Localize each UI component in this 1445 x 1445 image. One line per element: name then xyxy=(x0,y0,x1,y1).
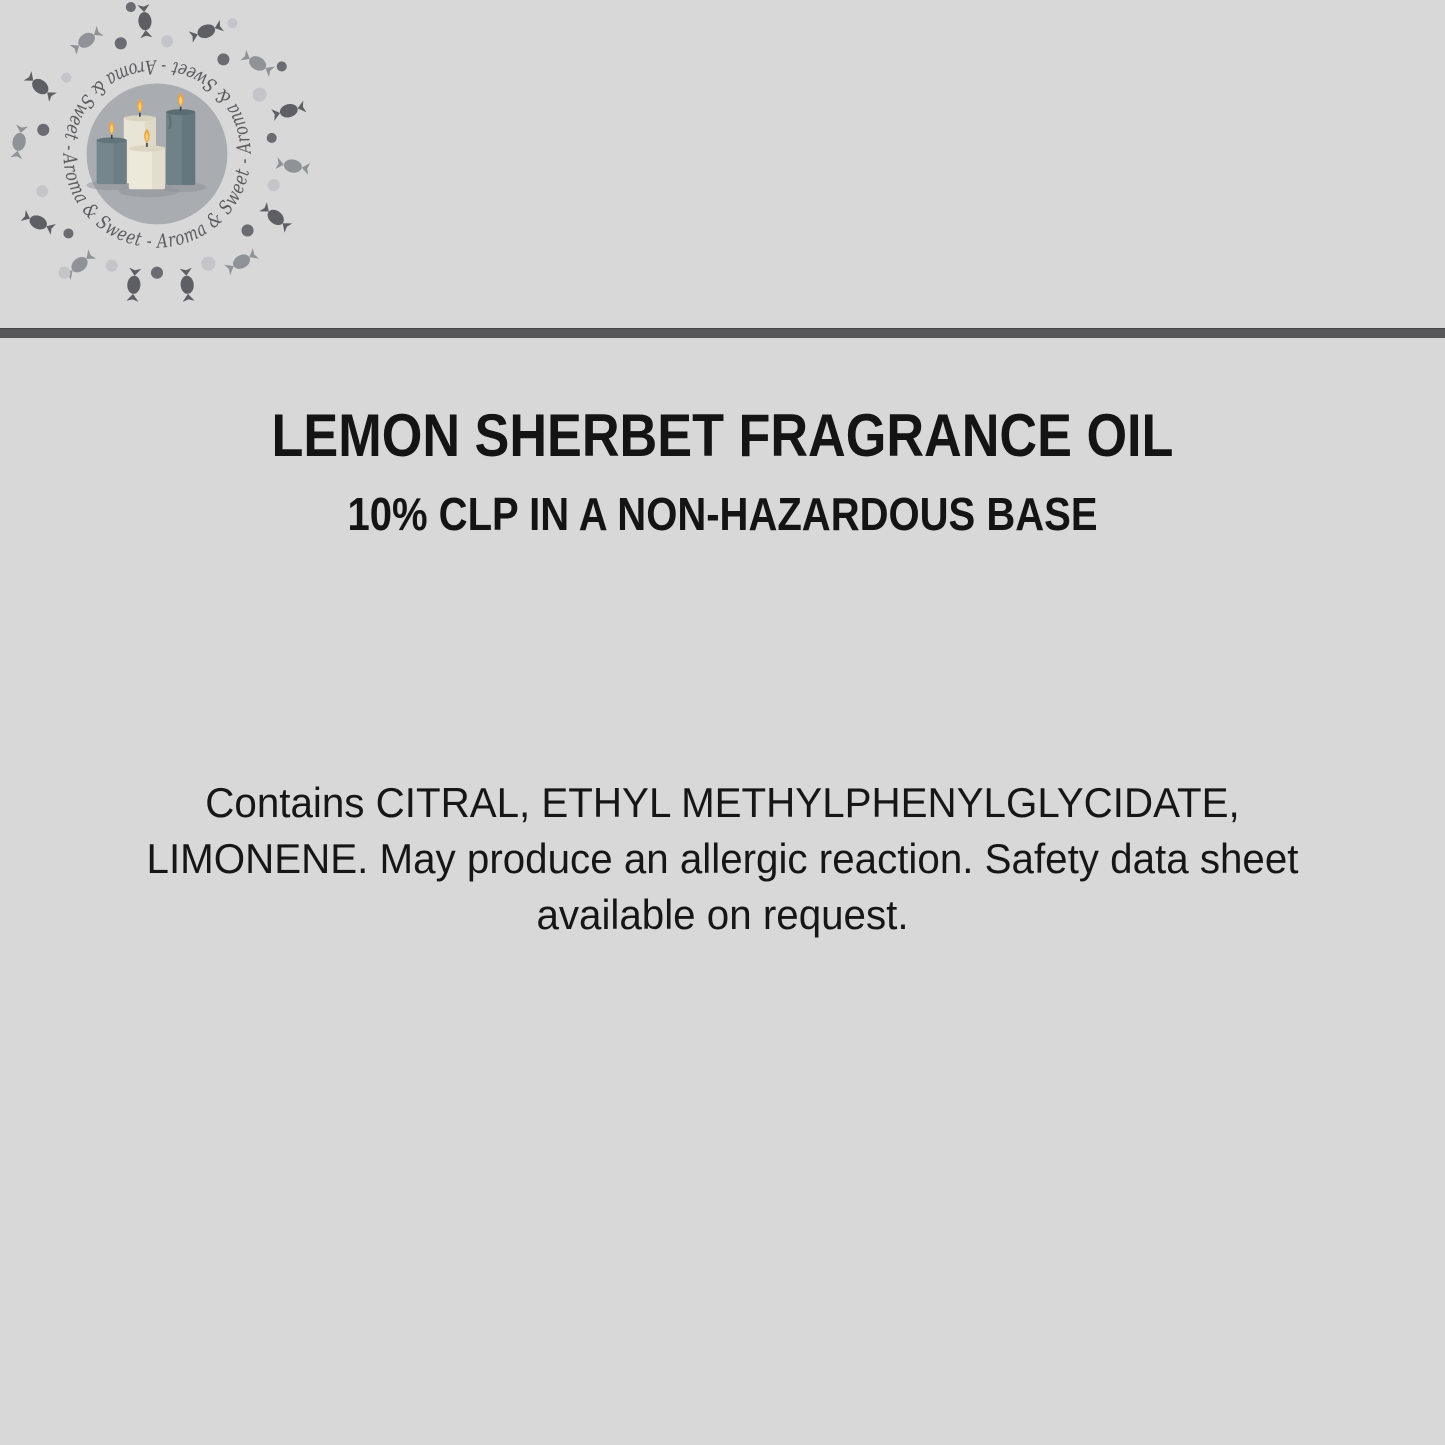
candy-icon xyxy=(275,157,310,176)
dot-icon xyxy=(63,228,73,238)
candy-icon xyxy=(126,268,142,302)
ring-text: Aroma & Sweet - Aroma & Sweet - Aroma & Sweet - Aroma & Sweet - xyxy=(58,55,256,253)
candy-icon xyxy=(137,4,153,38)
dot-icon xyxy=(36,185,48,197)
candy-icon xyxy=(259,202,293,233)
dot-icon xyxy=(217,53,229,65)
product-title: LEMON SHERBET FRAGRANCE OIL xyxy=(271,402,1174,470)
dot-icon xyxy=(268,179,280,191)
brand-logo xyxy=(0,0,320,318)
dot-icon xyxy=(277,61,287,71)
dot-icon xyxy=(161,35,173,47)
candy-icon xyxy=(224,248,259,276)
candy-icon xyxy=(10,124,29,159)
product-subtitle: 10% CLP IN A NON-HAZARDOUS BASE xyxy=(347,488,1098,541)
dot-icon xyxy=(115,37,127,49)
dot-icon xyxy=(201,257,215,271)
allergen-warning-line: available on request. xyxy=(536,891,909,938)
candy-icon xyxy=(240,49,275,77)
dot-icon xyxy=(126,2,136,12)
dot-icon xyxy=(58,267,70,279)
dot-icon xyxy=(106,260,118,272)
candles-illustration xyxy=(87,84,228,225)
allergen-warning-line: Contains CITRAL, ETHYL METHYLPHENYLGLYCIDATE, xyxy=(205,779,1240,826)
dot-icon xyxy=(37,124,49,136)
candy-icon xyxy=(179,268,195,302)
dot-icon xyxy=(151,267,163,279)
allergen-warning-line: LIMONENE. May produce an allergic reaction. Safety data sheet xyxy=(146,835,1299,882)
allergen-warning xyxy=(29,775,1416,943)
dot-icon xyxy=(61,72,71,82)
candy-icon xyxy=(188,19,224,43)
candy-icon xyxy=(23,71,57,102)
candy-icon xyxy=(20,209,56,235)
divider-rule xyxy=(0,328,1445,338)
dot-icon xyxy=(242,224,254,236)
candy-icon xyxy=(271,100,306,121)
brand-logo-graphic xyxy=(0,0,320,318)
candy-icon xyxy=(69,25,104,55)
dot-icon xyxy=(267,133,277,143)
dot-icon xyxy=(253,88,267,102)
dot-icon xyxy=(227,18,237,28)
